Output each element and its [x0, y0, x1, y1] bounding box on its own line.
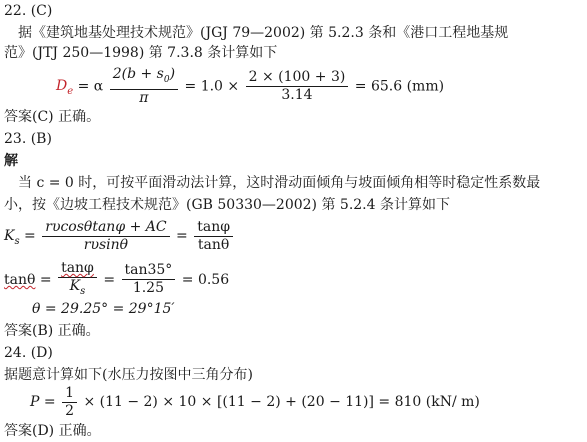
q22-formula-result: = 65.6 (mm): [354, 78, 445, 95]
q23-text-line2: 小，按《边坡工程技术规范》(GB 50330—2002) 第 5.2.4 条计算如下: [4, 197, 450, 213]
q23-tan-formula: tanθ = $\frac{\tan\varphi}{K_s}$ = $\frac{\tan 35^\circ}{1.25}$ = 0.56: [4, 260, 229, 300]
q22-text-line1: 据《建筑地基处理技术规范》(JGJ 79—2002) 第 5.2.3 条和《港口工程地基规: [18, 25, 509, 41]
q24-text-line1: 据题意计算如下(水压力按图中三角分布): [4, 367, 253, 383]
q23-solution-label: 解: [4, 153, 18, 169]
q22-formula-lhs: $D_e$: [56, 78, 74, 98]
q22-fraction-1: $\frac{2(b + s_0)}{\pi}$: [110, 66, 178, 107]
q23-ks-formula: $K_s$ = $\frac{r\upsilon\cos\theta\tan\varphi + AC}{r\upsilon\sin\theta}$ = $\frac{\tan\varphi}{\tan\theta}$: [4, 218, 235, 260]
q23-ks-fraction-2: $\frac{\tan\varphi}{\tan\theta}$: [194, 219, 233, 254]
q22-answer: 答案(C) 正确。: [4, 109, 101, 125]
q23-text-line1: 当 c = 0 时，可按平面滑动法计算，这时滑动面倾角与坡面倾角相等时稳定性系数最: [18, 175, 541, 191]
q23-tan-lhs: tanθ: [4, 271, 36, 288]
q24-fraction: $\frac{1}{2}$: [62, 385, 77, 420]
q22-text-line2: 范》(JTJ 250—1998) 第 7.3.8 条计算如下: [4, 45, 278, 61]
q23-tan-fraction-2: $\frac{\tan 35^\circ}{1.25}$: [122, 262, 176, 297]
q24-header: 24. (D): [4, 345, 53, 361]
q22-formula-mid: = 1.0 ×: [184, 78, 240, 95]
q22-formula: [56, 66, 444, 110]
q24-formula: P = $\frac{1}{2}$ × (11 − 2) × 10 × [(11 − 2) + (20 − 11)] = 810 (kN/ m): [30, 384, 480, 419]
q23-tan-fraction-1: $\frac{\tan\varphi}{K_s}$: [58, 260, 97, 300]
q23-theta-result: θ = 29.25° = 29°15′: [32, 301, 175, 317]
q22-header: 22. (C): [4, 3, 53, 19]
q23-header: 23. (B): [4, 131, 52, 147]
q24-answer: 答案(D) 正确。: [4, 423, 101, 439]
q23-ks-fraction-1: $\frac{r\upsilon\cos\theta\tan\varphi + AC}{r\upsilon\sin\theta}$: [42, 219, 169, 254]
q23-answer: 答案(B) 正确。: [4, 323, 100, 339]
q22-fraction-2: $\frac{2 \times (100 + 3)}{3.14}$: [246, 69, 349, 104]
q22-formula-alpha: = α: [73, 78, 104, 95]
